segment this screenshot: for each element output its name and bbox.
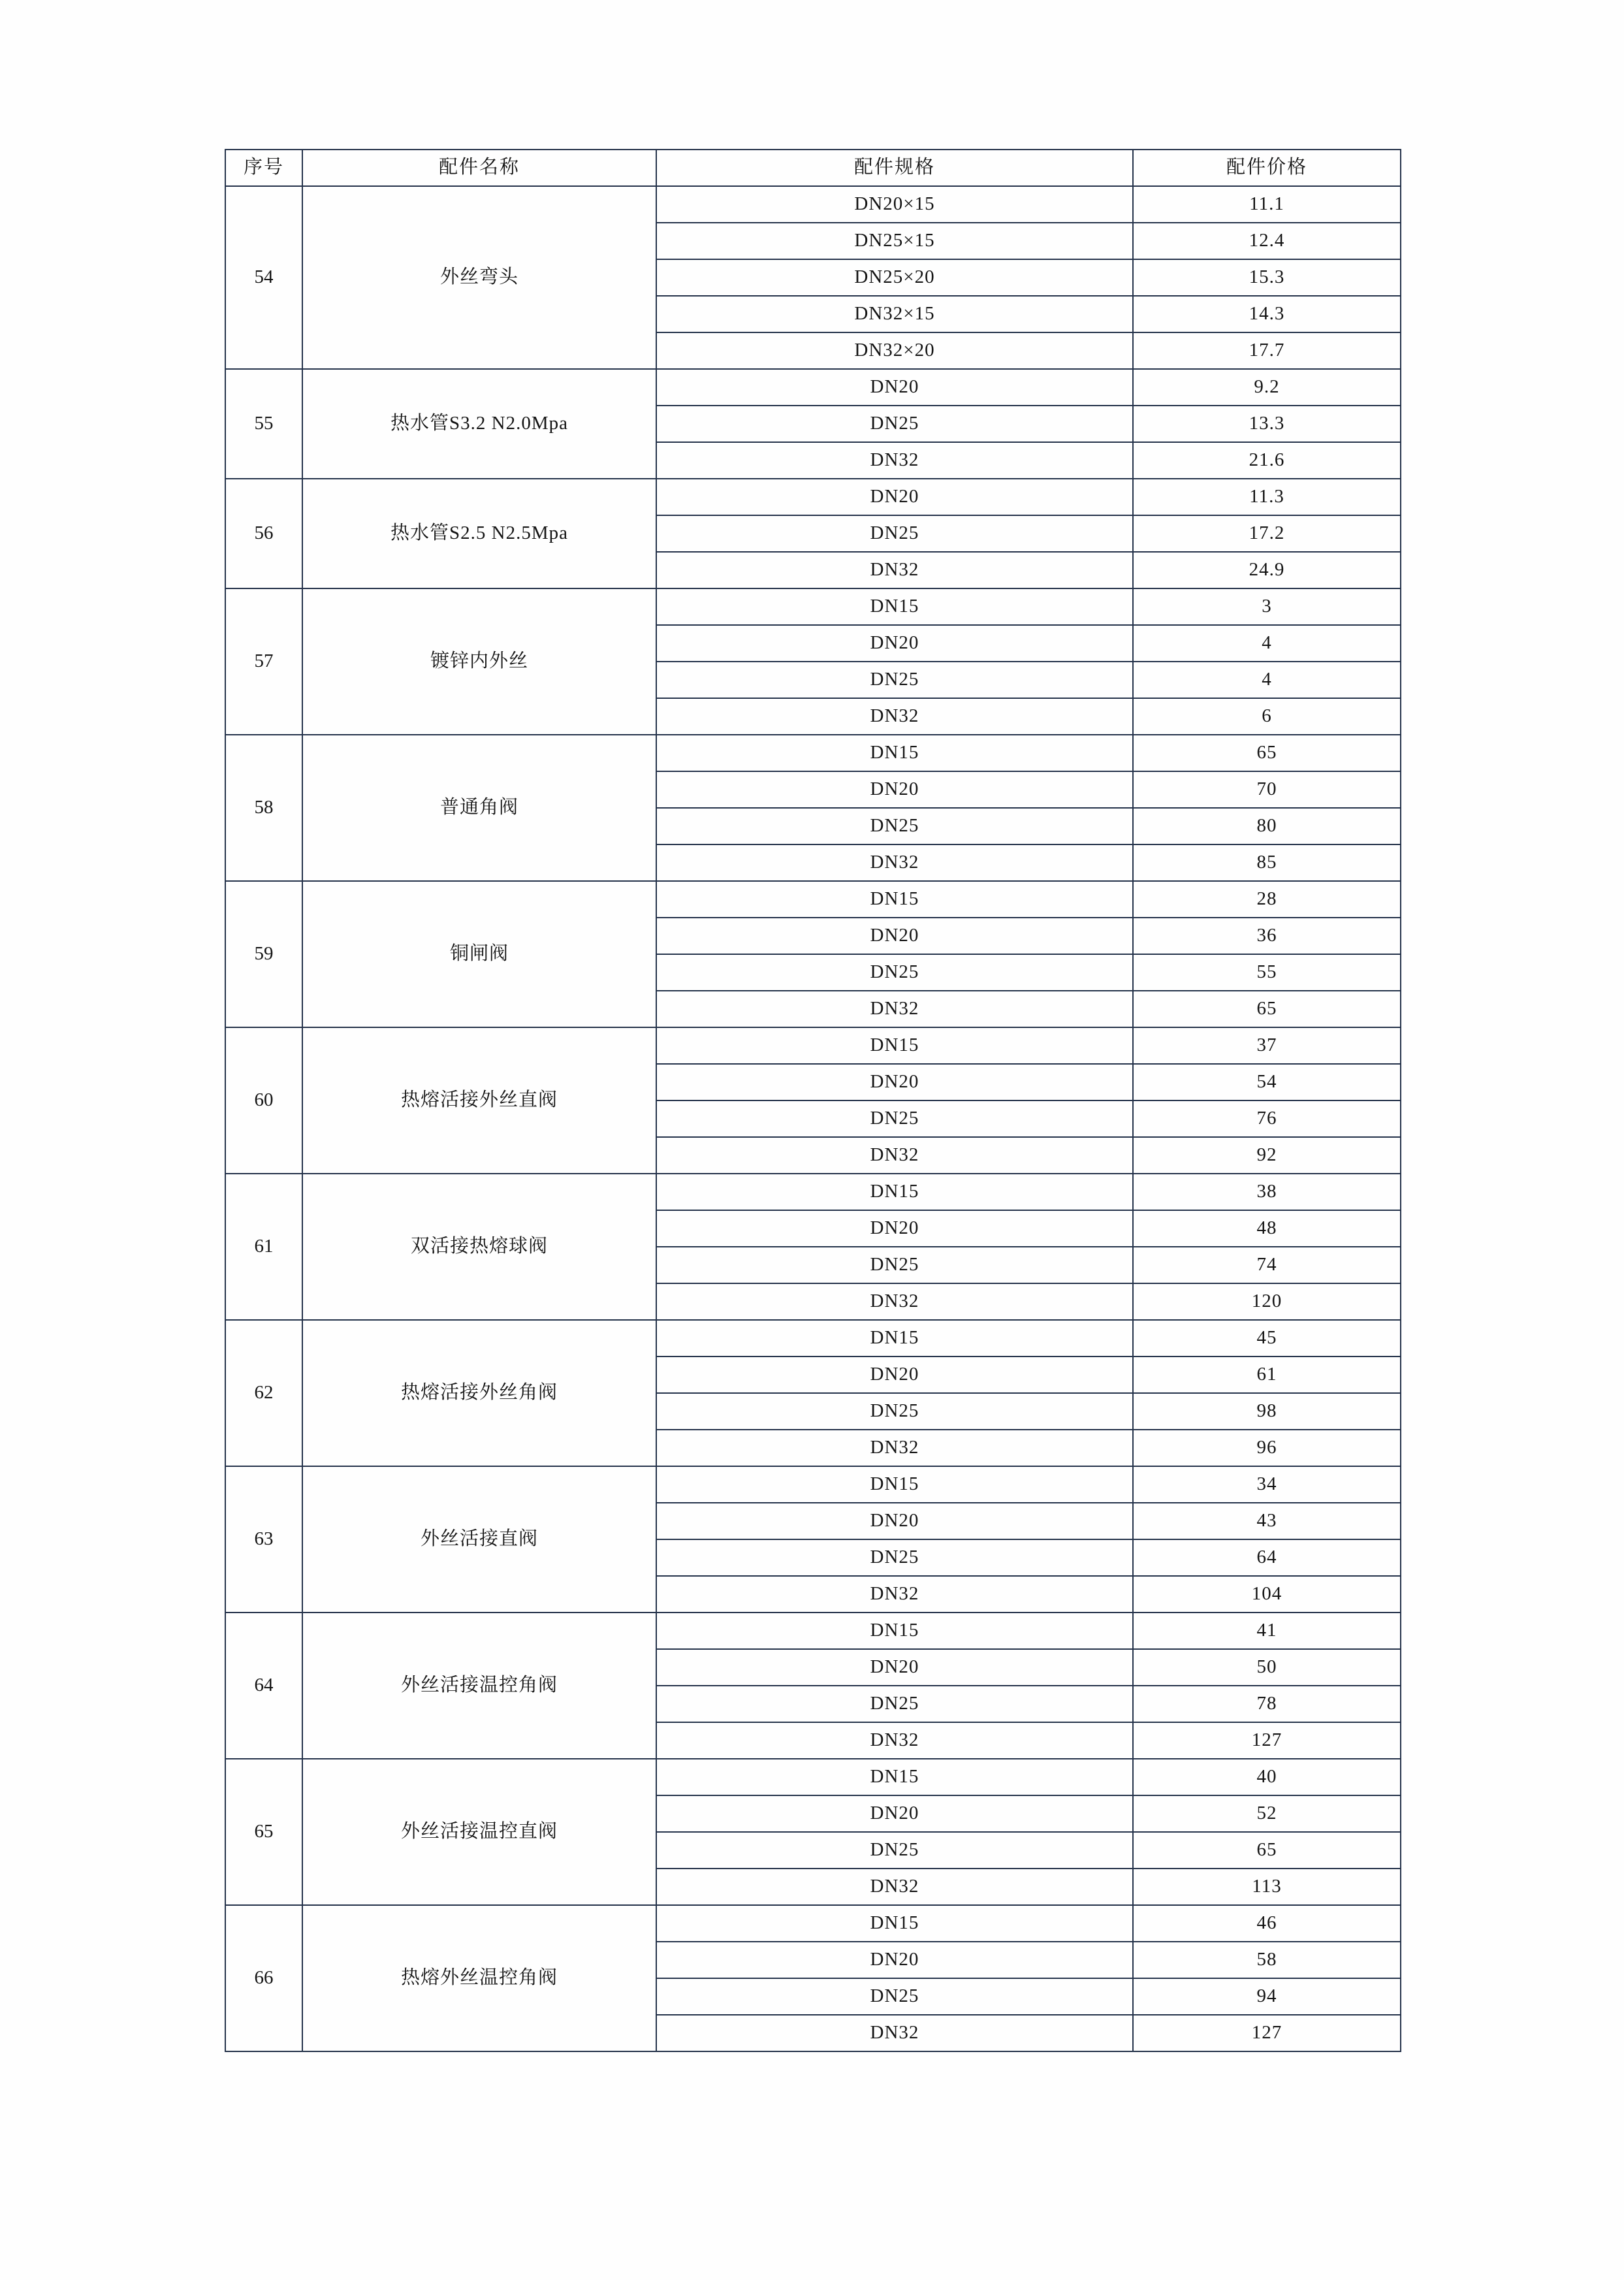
part-spec-cell: DN32 [656, 1722, 1133, 1759]
part-spec-cell: DN32 [656, 552, 1133, 588]
table-row [225, 881, 1401, 918]
part-price-cell: 92 [1133, 1137, 1401, 1174]
table-row [225, 479, 1401, 515]
parts-price-table [225, 149, 1401, 2052]
part-spec-cell: DN15 [656, 735, 1133, 771]
part-spec-cell: DN32 [656, 1869, 1133, 1905]
part-spec-cell: DN20 [656, 625, 1133, 662]
part-price-cell: 9.2 [1133, 369, 1401, 406]
part-price-cell: 11.3 [1133, 479, 1401, 515]
part-spec-cell: DN32 [656, 991, 1133, 1027]
part-spec-cell: DN15 [656, 1174, 1133, 1210]
part-price-cell: 14.3 [1133, 296, 1401, 332]
part-spec-cell: DN15 [656, 1613, 1133, 1649]
part-spec-cell: DN25 [656, 1393, 1133, 1430]
part-price-cell: 74 [1133, 1247, 1401, 1283]
row-index-cell: 54 [225, 186, 302, 369]
part-spec-cell: DN20 [656, 1210, 1133, 1247]
part-price-cell: 48 [1133, 1210, 1401, 1247]
table-row [225, 1320, 1401, 1357]
parts-price-table-wrapper [225, 149, 1400, 2052]
part-price-cell: 120 [1133, 1283, 1401, 1320]
part-spec-cell: DN25 [656, 1247, 1133, 1283]
part-price-cell: 64 [1133, 1539, 1401, 1576]
column-header-index: 序号 [225, 150, 302, 186]
part-spec-cell: DN25 [656, 515, 1133, 552]
part-spec-cell: DN15 [656, 1027, 1133, 1064]
part-price-cell: 4 [1133, 662, 1401, 698]
part-name-cell: 热熔活接外丝直阀 [302, 1027, 656, 1174]
part-price-cell: 54 [1133, 1064, 1401, 1100]
part-spec-cell: DN20 [656, 1503, 1133, 1539]
row-index-cell: 65 [225, 1759, 302, 1905]
part-price-cell: 4 [1133, 625, 1401, 662]
part-price-cell: 104 [1133, 1576, 1401, 1613]
part-spec-cell: DN25 [656, 662, 1133, 698]
part-price-cell: 3 [1133, 588, 1401, 625]
part-name-cell: 双活接热熔球阀 [302, 1174, 656, 1320]
part-price-cell: 36 [1133, 918, 1401, 954]
part-spec-cell: DN32 [656, 2015, 1133, 2051]
part-price-cell: 58 [1133, 1942, 1401, 1978]
part-spec-cell: DN32 [656, 1283, 1133, 1320]
part-price-cell: 94 [1133, 1978, 1401, 2015]
part-price-cell: 70 [1133, 771, 1401, 808]
table-row [225, 1759, 1401, 1795]
part-price-cell: 34 [1133, 1466, 1401, 1503]
part-spec-cell: DN25×20 [656, 259, 1133, 296]
part-spec-cell: DN20 [656, 1357, 1133, 1393]
row-index-cell: 59 [225, 881, 302, 1027]
part-price-cell: 98 [1133, 1393, 1401, 1430]
part-price-cell: 85 [1133, 844, 1401, 881]
part-price-cell: 65 [1133, 735, 1401, 771]
part-price-cell: 28 [1133, 881, 1401, 918]
row-index-cell: 55 [225, 369, 302, 479]
part-spec-cell: DN15 [656, 881, 1133, 918]
part-spec-cell: DN15 [656, 1466, 1133, 1503]
part-spec-cell: DN32×15 [656, 296, 1133, 332]
row-index-cell: 62 [225, 1320, 302, 1466]
part-price-cell: 127 [1133, 1722, 1401, 1759]
part-spec-cell: DN15 [656, 1759, 1133, 1795]
table-row [225, 1027, 1401, 1064]
part-spec-cell: DN32 [656, 1137, 1133, 1174]
part-price-cell: 17.7 [1133, 332, 1401, 369]
row-index-cell: 58 [225, 735, 302, 881]
column-header-spec: 配件规格 [656, 150, 1133, 186]
part-price-cell: 37 [1133, 1027, 1401, 1064]
part-price-cell: 55 [1133, 954, 1401, 991]
part-spec-cell: DN20 [656, 1064, 1133, 1100]
part-price-cell: 50 [1133, 1649, 1401, 1686]
part-price-cell: 65 [1133, 1832, 1401, 1869]
part-spec-cell: DN32 [656, 442, 1133, 479]
part-price-cell: 41 [1133, 1613, 1401, 1649]
row-index-cell: 66 [225, 1905, 302, 2051]
part-spec-cell: DN20 [656, 369, 1133, 406]
part-name-cell: 热水管S2.5 N2.5Mpa [302, 479, 656, 588]
part-price-cell: 24.9 [1133, 552, 1401, 588]
part-spec-cell: DN32 [656, 844, 1133, 881]
table-header [225, 150, 1401, 186]
part-name-cell: 外丝活接温控角阀 [302, 1613, 656, 1759]
part-name-cell: 热熔活接外丝角阀 [302, 1320, 656, 1466]
part-price-cell: 45 [1133, 1320, 1401, 1357]
part-spec-cell: DN25 [656, 1686, 1133, 1722]
part-price-cell: 46 [1133, 1905, 1401, 1942]
part-price-cell: 13.3 [1133, 406, 1401, 442]
part-price-cell: 113 [1133, 1869, 1401, 1905]
part-spec-cell: DN32 [656, 1576, 1133, 1613]
part-name-cell: 外丝活接直阀 [302, 1466, 656, 1613]
part-price-cell: 78 [1133, 1686, 1401, 1722]
part-price-cell: 127 [1133, 2015, 1401, 2051]
row-index-cell: 60 [225, 1027, 302, 1174]
part-name-cell: 热熔外丝温控角阀 [302, 1905, 656, 2051]
part-spec-cell: DN20 [656, 1649, 1133, 1686]
part-name-cell: 热水管S3.2 N2.0Mpa [302, 369, 656, 479]
part-spec-cell: DN25×15 [656, 223, 1133, 259]
table-row [225, 186, 1401, 223]
part-name-cell: 外丝弯头 [302, 186, 656, 369]
part-price-cell: 21.6 [1133, 442, 1401, 479]
row-index-cell: 61 [225, 1174, 302, 1320]
part-price-cell: 80 [1133, 808, 1401, 844]
table-row [225, 1466, 1401, 1503]
table-body [225, 186, 1401, 2051]
part-price-cell: 38 [1133, 1174, 1401, 1210]
column-header-name: 配件名称 [302, 150, 656, 186]
part-spec-cell: DN32×20 [656, 332, 1133, 369]
part-spec-cell: DN20 [656, 1795, 1133, 1832]
column-header-price: 配件价格 [1133, 150, 1401, 186]
table-row [225, 1613, 1401, 1649]
part-spec-cell: DN25 [656, 1978, 1133, 2015]
table-row [225, 588, 1401, 625]
part-spec-cell: DN25 [656, 808, 1133, 844]
part-spec-cell: DN20 [656, 479, 1133, 515]
part-price-cell: 96 [1133, 1430, 1401, 1466]
part-spec-cell: DN15 [656, 1905, 1133, 1942]
part-spec-cell: DN25 [656, 1539, 1133, 1576]
part-spec-cell: DN20 [656, 771, 1133, 808]
row-index-cell: 63 [225, 1466, 302, 1613]
part-price-cell: 40 [1133, 1759, 1401, 1795]
part-spec-cell: DN32 [656, 698, 1133, 735]
table-row [225, 369, 1401, 406]
part-spec-cell: DN25 [656, 1100, 1133, 1137]
row-index-cell: 57 [225, 588, 302, 735]
part-name-cell: 铜闸阀 [302, 881, 656, 1027]
part-price-cell: 6 [1133, 698, 1401, 735]
part-price-cell: 12.4 [1133, 223, 1401, 259]
part-spec-cell: DN25 [656, 1832, 1133, 1869]
part-name-cell: 外丝活接温控直阀 [302, 1759, 656, 1905]
part-spec-cell: DN20 [656, 918, 1133, 954]
part-price-cell: 76 [1133, 1100, 1401, 1137]
part-price-cell: 11.1 [1133, 186, 1401, 223]
row-index-cell: 64 [225, 1613, 302, 1759]
part-spec-cell: DN15 [656, 1320, 1133, 1357]
table-row [225, 735, 1401, 771]
part-spec-cell: DN20 [656, 1942, 1133, 1978]
part-price-cell: 65 [1133, 991, 1401, 1027]
part-spec-cell: DN25 [656, 406, 1133, 442]
part-spec-cell: DN32 [656, 1430, 1133, 1466]
part-spec-cell: DN25 [656, 954, 1133, 991]
part-name-cell: 镀锌内外丝 [302, 588, 656, 735]
part-price-cell: 61 [1133, 1357, 1401, 1393]
part-price-cell: 43 [1133, 1503, 1401, 1539]
part-spec-cell: DN20×15 [656, 186, 1133, 223]
part-price-cell: 17.2 [1133, 515, 1401, 552]
part-price-cell: 15.3 [1133, 259, 1401, 296]
part-spec-cell: DN15 [656, 588, 1133, 625]
table-row [225, 1174, 1401, 1210]
table-header-row [225, 150, 1401, 186]
part-price-cell: 52 [1133, 1795, 1401, 1832]
row-index-cell: 56 [225, 479, 302, 588]
part-name-cell: 普通角阀 [302, 735, 656, 881]
table-row [225, 1905, 1401, 1942]
